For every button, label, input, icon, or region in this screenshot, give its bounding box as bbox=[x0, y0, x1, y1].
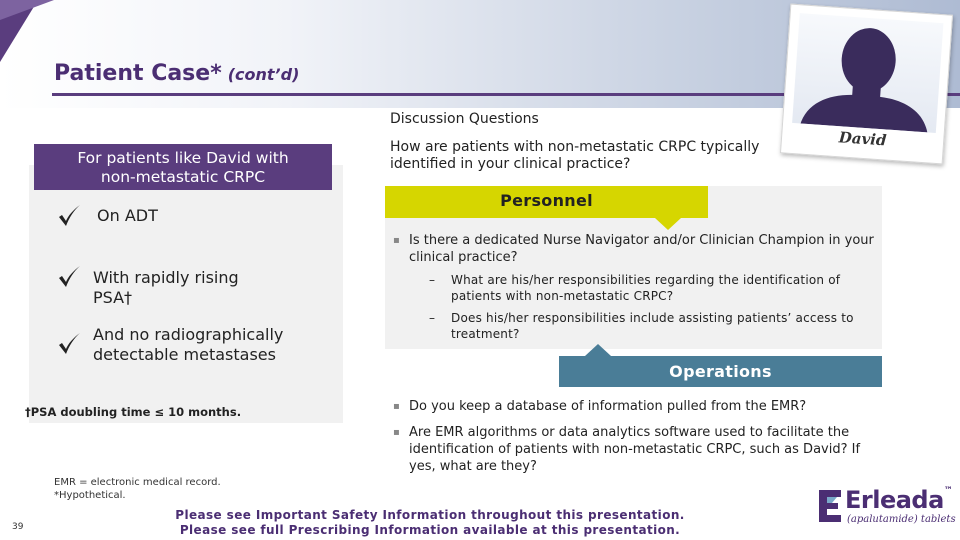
corner-decoration-accent bbox=[0, 0, 54, 20]
personnel-sub-bullet bbox=[429, 272, 869, 304]
operations-bullet bbox=[393, 424, 863, 475]
bullet-icon: ▪ bbox=[393, 427, 400, 438]
operations-pointer bbox=[585, 344, 611, 356]
abbreviation-text: EMR = electronic medical record. bbox=[54, 477, 221, 488]
page-title bbox=[54, 61, 299, 86]
personnel-pointer bbox=[655, 218, 681, 230]
criteria-item bbox=[93, 268, 323, 308]
logo-wordmark bbox=[845, 486, 952, 514]
patient-profile-header-line1: For patients like David with bbox=[77, 149, 289, 167]
bullet-icon: ▪ bbox=[393, 401, 400, 412]
discussion-question: How are patients with non-metastatic CRPC typically identified in your clinical practice? bbox=[390, 139, 760, 172]
patient-profile-header bbox=[34, 144, 332, 190]
abbreviation-text: *Hypothetical. bbox=[54, 490, 126, 501]
patient-photo bbox=[780, 3, 953, 164]
patient-profile-header-line2: non-metastatic CRPC bbox=[100, 168, 266, 186]
bullet-icon: ▪ bbox=[393, 235, 400, 246]
dash-icon: – bbox=[429, 311, 436, 325]
personnel-sub-bullet bbox=[429, 310, 869, 342]
footnote-psa: †PSA doubling time ≤ 10 months. bbox=[25, 405, 242, 419]
personnel-bullet-text: Is there a dedicated Nurse Navigator and/or Clinician Champion in your clinical practice? bbox=[409, 233, 874, 265]
criteria-item-label: detectable metastases bbox=[93, 345, 276, 364]
slide-number: 39 bbox=[12, 522, 24, 532]
logo-trademark: ™ bbox=[943, 486, 953, 496]
operations-bullet bbox=[393, 398, 879, 415]
page-title-text: Patient Case* bbox=[54, 61, 222, 86]
criteria-item-label: On ADT bbox=[97, 206, 158, 225]
abbreviations bbox=[54, 476, 221, 502]
checkmark-icon bbox=[56, 264, 82, 290]
checkmark-icon bbox=[56, 203, 82, 229]
patient-photo-caption: David bbox=[838, 128, 888, 150]
dash-icon: – bbox=[429, 273, 436, 287]
discussion-heading: Discussion Questions bbox=[390, 111, 539, 127]
checkmark-icon bbox=[56, 331, 82, 357]
logo-word: Erleada bbox=[845, 486, 944, 514]
silhouette-icon bbox=[792, 13, 943, 133]
safety-notice-line: Please see Important Safety Information throughout this presentation. bbox=[175, 508, 685, 522]
erleada-logo-icon bbox=[815, 486, 956, 528]
safety-notice bbox=[170, 508, 690, 538]
personnel-header: Personnel bbox=[385, 186, 708, 218]
operations-header: Operations bbox=[559, 356, 882, 387]
personnel-sub-bullet-text: What are his/her responsibilities regarding the identification of patients with non-metastatic CRPC? bbox=[451, 273, 841, 303]
criteria-item-label: PSA† bbox=[93, 288, 133, 307]
criteria-item-label: And no radiographically bbox=[93, 325, 284, 344]
criteria-item bbox=[97, 206, 158, 226]
logo-subtitle: (apalutamide) tablets bbox=[847, 514, 956, 525]
personnel-sub-bullet-text: Does his/her responsibilities include assisting patients’ access to treatment? bbox=[451, 311, 854, 341]
criteria-item-label: With rapidly rising bbox=[93, 268, 239, 287]
personnel-bullet bbox=[393, 232, 879, 266]
safety-notice-line: Please see full Prescribing Information available at this presentation. bbox=[179, 523, 681, 537]
operations-bullet-text: Are EMR algorithms or data analytics software used to facilitate the identification of patients with non-metastatic CRPC, such as David? If yes, what are they? bbox=[409, 425, 861, 474]
operations-bullet-text: Do you keep a database of information pulled from the EMR? bbox=[409, 399, 807, 414]
criteria-item bbox=[93, 325, 333, 365]
page-title-suffix: (cont’d) bbox=[227, 65, 300, 84]
